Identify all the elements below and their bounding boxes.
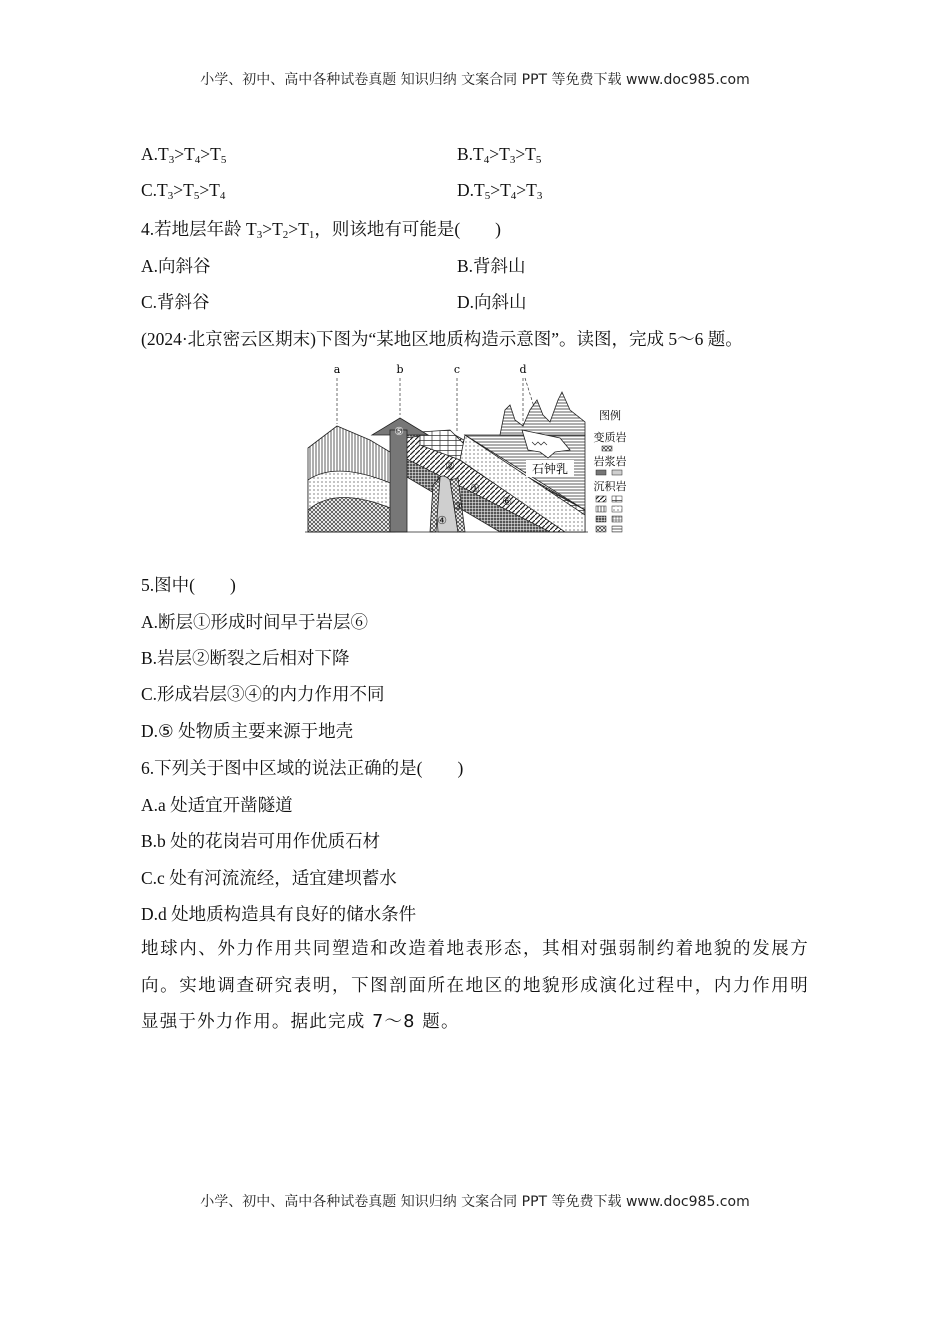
subscript: 4 (510, 190, 517, 202)
legend (594, 408, 627, 532)
subscript: 5 (535, 154, 542, 166)
label-4: ④ (437, 514, 447, 527)
legend-sedimentary: 沉积岩 (593, 480, 627, 493)
text-run: 4.若地层年龄 T (141, 219, 257, 239)
q4-stem (141, 216, 501, 241)
text-run: C.T (141, 180, 168, 200)
igneous-vent-5 (390, 430, 407, 532)
text-run: B.T (457, 144, 484, 164)
point-label-c: c (453, 363, 461, 376)
subscript: 1 (308, 229, 315, 241)
q6-option-d: D.d 处地质构造具有良好的储水条件 (141, 904, 417, 924)
q6-option-c: C.c 处有河流流经，适宜建坝蓄水 (141, 868, 397, 888)
text-run: ，则该地有可能是( ) (314, 219, 501, 239)
legend-metamorphic: 变质岩 (593, 431, 627, 444)
q4-option-b: B.背斜山 (457, 256, 526, 276)
subscript: 5 (220, 154, 227, 166)
point-label-b: b (396, 363, 404, 376)
text-run: >T (515, 144, 536, 164)
legend-title: 图例 (599, 409, 621, 422)
page-footer: 小学、初中、高中各种试卷真题 知识归纳 文案合同 PPT 等免费下载 www.doc985.com (200, 1194, 750, 1210)
subscript: 2 (282, 229, 289, 241)
q5-option-d: D.⑤ 处物质主要来源于地壳 (141, 721, 354, 741)
q3-option-a (141, 144, 226, 165)
point-label-a: a (333, 363, 341, 376)
text-run: >T (288, 219, 309, 239)
intro-7-8: 地球内、外力作用共同塑造和改造着地表形态，其相对强弱制约着地貌的发展方向。实地调查研究表明，下图剖面所在地区的地貌形成演化过程中，内力作用明显强于外力作用。据此完成 7～8 题。 (141, 939, 809, 1033)
q3-option-b (457, 144, 541, 165)
text-run: >T (516, 180, 537, 200)
stalactite-label: 石钟乳 (531, 462, 569, 476)
q4-option-d: D.向斜山 (457, 292, 527, 312)
q4-option-c: C.背斜谷 (141, 292, 210, 312)
geologic-structure-diagram (300, 360, 640, 540)
label-6: ⑥ (502, 495, 512, 508)
label-5: ⑤ (394, 425, 404, 438)
subscript: 5 (193, 190, 200, 202)
q3-option-c (141, 180, 225, 201)
text-run: >T (262, 219, 283, 239)
subscript: 5 (484, 190, 491, 202)
subscript: 3 (167, 190, 174, 202)
subscript: 3 (256, 229, 263, 241)
page-header: 小学、初中、高中各种试卷真题 知识归纳 文案合同 PPT 等免费下载 www.doc985.com (200, 72, 750, 88)
subscript: 4 (483, 154, 490, 166)
q5-stem: 5.图中( ) (141, 575, 236, 595)
text-run: >T (490, 180, 511, 200)
intro-5-6: (2024·北京密云区期末)下图为“某地区地质构造示意图”。读图，完成 5～6 题。 (141, 329, 743, 349)
text-run: A.T (141, 144, 169, 164)
q3-option-d (457, 180, 542, 201)
label-2: ② (445, 460, 455, 473)
q4-option-a: A.向斜谷 (141, 256, 211, 276)
q5-option-c: C.形成岩层③④的内力作用不同 (141, 684, 385, 704)
text-run: >T (200, 144, 221, 164)
subscript: 3 (509, 154, 516, 166)
text-run: D.T (457, 180, 485, 200)
q5-option-a: A.断层①形成时间早于岩层⑥ (141, 612, 369, 632)
subscript: 4 (194, 154, 201, 166)
text-run: >T (489, 144, 510, 164)
q6-option-b: B.b 处的花岗岩可用作优质石材 (141, 831, 381, 851)
text-run: >T (174, 144, 195, 164)
label-1: ① (470, 482, 480, 495)
q6-stem: 6.下列关于图中区域的说法正确的是( ) (141, 758, 464, 778)
text-run: >T (199, 180, 220, 200)
subscript: 3 (536, 190, 543, 202)
subscript: 4 (219, 190, 226, 202)
subscript: 3 (168, 154, 175, 166)
point-label-d: d (519, 363, 527, 376)
legend-igneous: 岩浆岩 (593, 455, 627, 468)
q6-option-a: A.a 处适宜开凿隧道 (141, 795, 293, 815)
q5-option-b: B.岩层②断裂之后相对下降 (141, 648, 350, 668)
text-run: >T (173, 180, 194, 200)
label-3: ③ (453, 500, 463, 513)
